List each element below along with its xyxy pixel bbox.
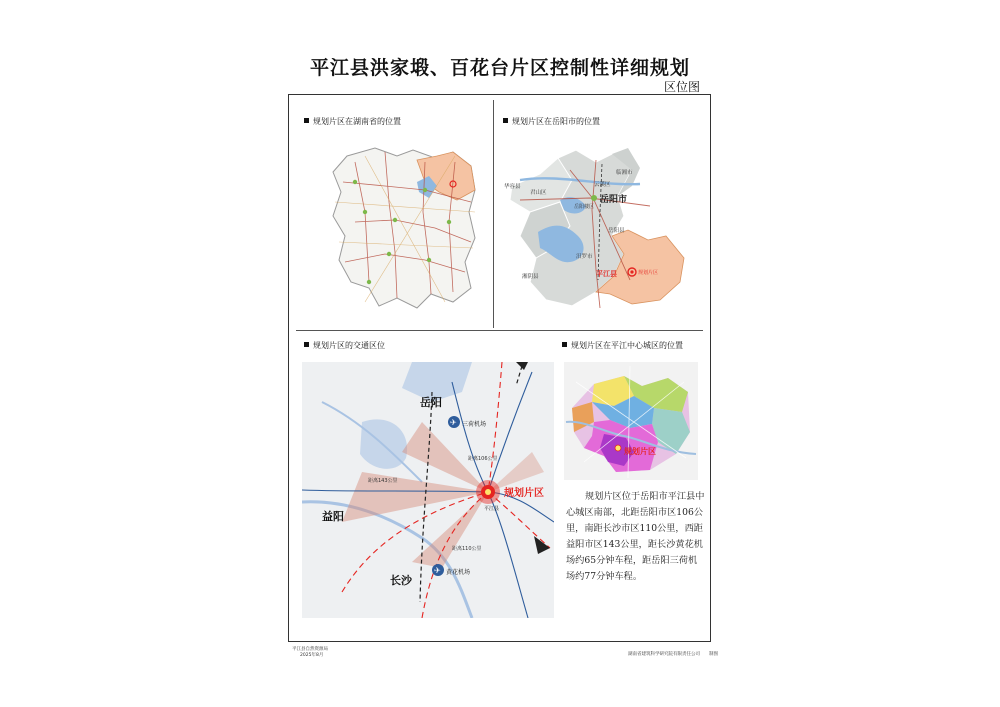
- label-miluo: 汨罗市: [576, 254, 593, 260]
- label-yueyang-county: 岳阳县: [608, 228, 625, 234]
- footer-org: 平江县自然资源局: [292, 647, 328, 652]
- label-huarong: 华容县: [504, 184, 521, 190]
- footer-date: 2025年8月: [300, 653, 324, 658]
- hunan-province-map: [325, 142, 487, 312]
- label-yunxi: 云溪区: [594, 182, 611, 188]
- svg-text:✈: ✈: [450, 418, 457, 427]
- section-heading-yueyang: 规划片区在岳阳市的位置: [503, 116, 600, 127]
- label-area-small: 规划片区: [638, 270, 659, 276]
- section-heading-traffic: 规划片区的交通区位: [304, 340, 385, 351]
- horizontal-divider: [296, 330, 703, 331]
- label-linxiang: 临湘市: [616, 170, 633, 176]
- vertical-divider: [493, 100, 494, 328]
- label-yueyang: 岳阳: [420, 396, 442, 409]
- label-yueyanglou: 岳阳楼区: [574, 204, 595, 210]
- bullet-square-icon: [304, 342, 309, 347]
- label-planning-area: 规划片区: [504, 488, 544, 499]
- center-district-map: [564, 362, 698, 480]
- label-pingjiang: 平江县: [596, 270, 617, 278]
- airplane-icon: [432, 564, 444, 576]
- yueyang-city-map: [500, 140, 698, 312]
- description-text: 规划片区位于岳阳市平江县中心城区南部，北距岳阳市区106公里，南距长沙市区110公里，西距益阳市区143公里，距长沙黄花机场约65分钟车程，距岳阳三荷机场约77分钟车程。: [566, 491, 705, 582]
- page-title: 平江县洪家塅、百花台片区控制性详细规划: [309, 57, 690, 79]
- label-changsha: 长沙: [390, 574, 412, 587]
- airplane-icon: [448, 416, 460, 428]
- bullet-square-icon: [562, 342, 567, 347]
- bullet-square-icon: [503, 118, 508, 123]
- label-yueyang-city: 岳阳市: [600, 195, 628, 205]
- label-yiyang: 益阳: [322, 510, 344, 523]
- traffic-location-map: [302, 362, 554, 618]
- section-heading-center: 规划片区在平江中心城区的位置: [562, 340, 683, 351]
- label-center-area: 规划片区: [624, 447, 656, 456]
- label-huanghua-airport: 黄花机场: [446, 569, 471, 576]
- label-pingjiang-county: 平江县: [484, 506, 500, 512]
- label-distance-143: 距离143公里: [368, 478, 398, 484]
- label-distance-110: 距离110公里: [452, 546, 482, 552]
- page-subtitle: 区位图: [664, 80, 701, 94]
- footer-designer: 湖南省建筑科学研究院有限责任公司 制图: [628, 652, 718, 657]
- label-sanhe-airport: 三荷机场: [462, 421, 487, 428]
- bullet-square-icon: [304, 118, 309, 123]
- label-distance-106: 距离106公里: [468, 456, 498, 462]
- section-heading-hunan: 规划片区在湖南省的位置: [304, 116, 401, 127]
- label-junshan: 君山区: [530, 190, 547, 196]
- label-xiangyin: 湘阴县: [522, 274, 539, 280]
- svg-text:✈: ✈: [434, 566, 441, 575]
